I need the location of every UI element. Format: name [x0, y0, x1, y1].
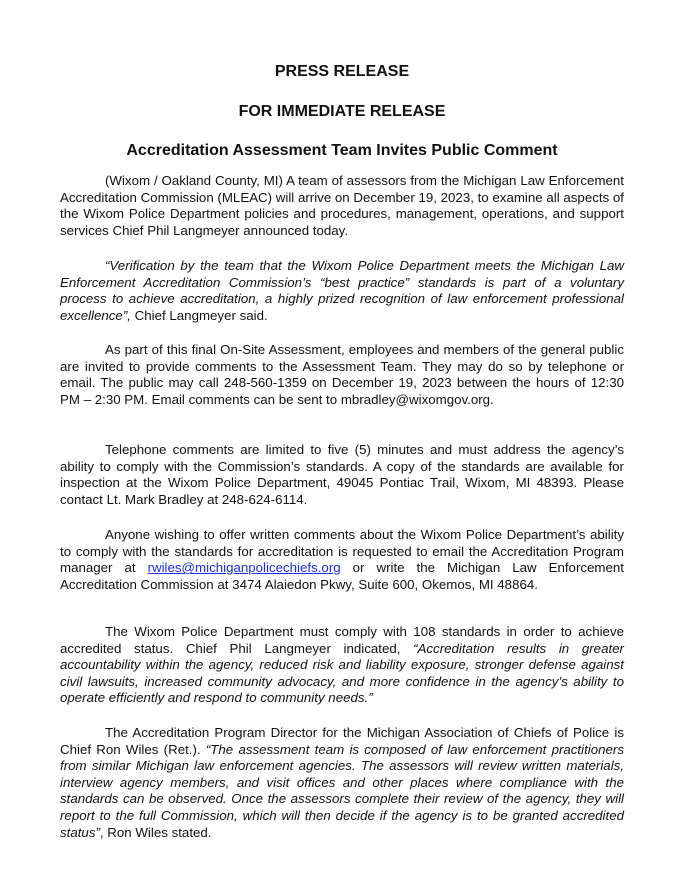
paragraph-text: Anyone wishing to offer written comments about the Wixom Police Department’s ability to comply with the standards for accreditation is requested to email the Accreditation Program manager at: [60, 527, 624, 576]
paragraph-announcement: [60, 173, 624, 239]
paragraph-standards: [60, 624, 624, 707]
paragraph-text: (Wixom / Oakland County, MI) A team of assessors from the Michigan Law Enforcement Accreditation Commission (MLEAC) will arrive on December 19, 2023, to examine all aspects of the Wixom Police Department policies and procedures, management, operations, and support services Chief Phil Langmeyer announced today.: [60, 173, 624, 238]
paragraph-text: The Accreditation Program Director for the Michigan Association of Chiefs of Police is Chief Ron Wiles (Ret.).: [60, 725, 624, 757]
paragraph-program-director: [60, 725, 624, 841]
document-title: Accreditation Assessment Team Invites Public Comment: [126, 142, 558, 159]
immediate-release-heading: FOR IMMEDIATE RELEASE: [238, 103, 446, 120]
quote-text: “Verification by the team that the Wixom Police Department meets the Michigan Law Enforcement Accreditation Commission’s “best practice” standards is part of a voluntary process to achieve accreditation, a highly prized recognition of law enforcement professional excellence”,: [60, 258, 624, 323]
attribution-text: Chief Langmeyer said.: [130, 307, 268, 323]
paragraph-text: As part of this final On-Site Assessment, employees and members of the general public are invited to provide comments to the Assessment Team. They may do so by telephone or email. The public may call 248-560-1359 on December 19, 2023 between the hours of 12:30 PM – 2:30 PM. Email comments can be sent to mbradley@wixomgov.org.: [60, 342, 624, 407]
attribution-text: , Ron Wiles stated.: [99, 824, 212, 840]
paragraph-text: The Wixom Police Department must comply with 108 standards in order to achieve accredited status. Chief Phil Langmeyer indicated,: [60, 624, 624, 656]
press-release-heading: PRESS RELEASE: [274, 63, 410, 80]
paragraph-text: Telephone comments are limited to five (5) minutes and must address the agency’s ability to comply with the Commission’s standards. A copy of the standards are available for inspection at the Wixom Police Department, 49045 Pontiac Trail, Wixom, MI 48393. Please contact Lt. Mark Bradley at 248-624-6114.: [60, 442, 624, 507]
paragraph-chief-quote: [60, 258, 624, 324]
quote-text: “The assessment team is composed of law enforcement practitioners from similar Michigan law enforcement agencies. The assessors will review written materials, interview agency members, and visit offices and other places where compliance with the standards can be observed. Once the assessors complete their review of the agency, they will report to the full Commission, which will then decide if the agency is to be granted accredited status”: [60, 741, 624, 840]
email-link[interactable]: rwiles@michiganpolicechiefs.org: [147, 560, 341, 576]
paragraph-telephone-comments: [60, 442, 624, 508]
paragraph-public-comment: [60, 342, 624, 408]
quote-text: “Accreditation results in greater accountability within the agency, reduced risk and liability exposure, stronger defense against civil lawsuits, increased community advocacy, and more confidence in the agency’s ability to operate efficiently and respond to community needs.”: [60, 640, 624, 706]
paragraph-text: or write the Michigan Law Enforcement Accreditation Commission at 3474 Alaiedon Pkwy, Suite 600, Okemos, MI 48864.: [60, 560, 624, 592]
paragraph-written-comments: [60, 527, 624, 593]
